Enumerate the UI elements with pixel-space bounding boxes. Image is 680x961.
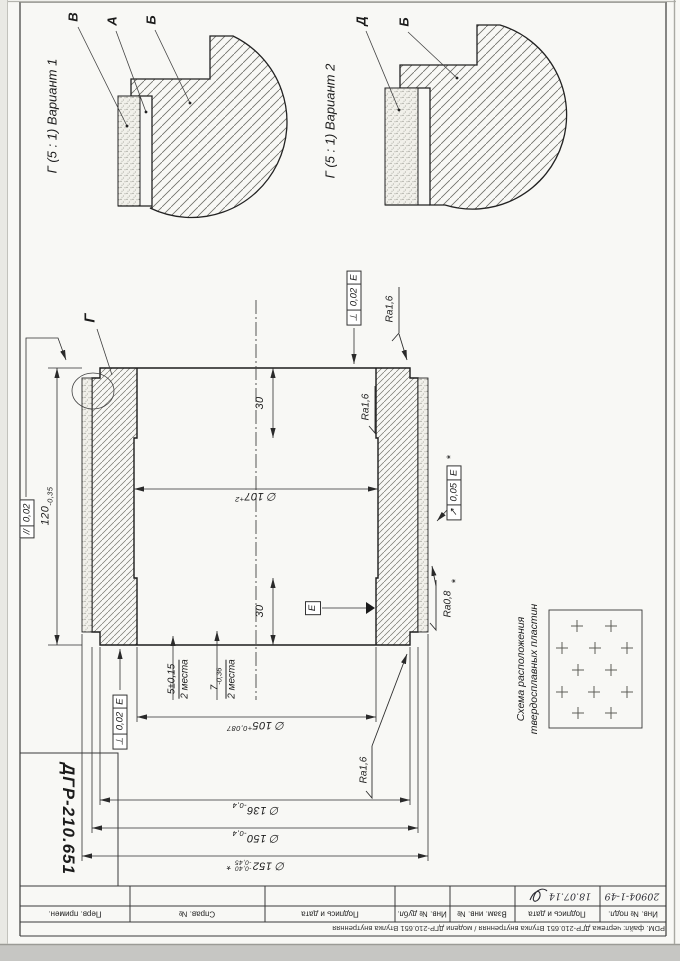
detail-view-variant2 xyxy=(366,25,567,209)
roughness-ra16-top: Ra1,6 xyxy=(384,295,396,323)
detail2-label-b: Б xyxy=(396,17,412,27)
roughness-asterisk: * xyxy=(450,578,462,584)
detail2-label-d: Д xyxy=(353,16,369,26)
date-entry: 18.07.14 xyxy=(548,890,592,902)
detail1-label-v: В xyxy=(65,12,81,22)
dim-diameter-136: ∅ $136_{-0,4}$ xyxy=(232,801,280,816)
insert-scheme xyxy=(549,610,642,728)
parallelism-icon: // xyxy=(21,525,34,537)
runout-asterisk: * xyxy=(445,454,457,460)
dim-diameter-152: ∅ 152 -0,40 -0,45 * xyxy=(226,858,286,872)
detail-callout-label: Г xyxy=(81,313,99,323)
tb-cell-perv-primen: Перв. примен. xyxy=(48,909,102,919)
dim-length-120: $120_{-0,35}$ xyxy=(39,486,55,526)
insert-scheme-caption: Схема расположения твердосплавных пластин xyxy=(515,603,540,735)
dim-30-bottom: 30 xyxy=(254,604,266,618)
tb-cell-podpis-data-1: Подпись и дата xyxy=(301,909,359,919)
detail1-label-b: Б xyxy=(143,15,159,25)
detail-view-variant1 xyxy=(78,27,287,217)
perpendicularity-frame-top: ⊥ 0,02 Е xyxy=(347,270,362,325)
tb-cell-inv-podl: Инв. № подл. xyxy=(608,909,658,919)
dim-step-7: $7_{-0,36}$ 2 места xyxy=(209,659,238,699)
pdm-file-line: PDM. файл: чертежа ДГР-210.651 Втулка внутренняя / модели ДГР-210.651 Втулка внутренняя xyxy=(332,924,665,933)
detail1-label-a: А xyxy=(104,16,120,26)
tb-cell-vzam-inv: Взам. инв. № xyxy=(457,909,507,919)
dim-30-top: 30 xyxy=(254,396,266,410)
roughness-ra16-bottom: Ra1,6 xyxy=(358,756,370,784)
tb-cell-sprav-no: Справ. № xyxy=(178,909,216,919)
roughness-ra08: Ra0,8 xyxy=(442,590,454,618)
signature-scribble xyxy=(530,889,547,901)
parallelism-frame: // 0,02 xyxy=(20,500,35,539)
roughness-ra16-bore: Ra1,6 xyxy=(360,393,372,421)
carbide-layer-right xyxy=(418,378,428,632)
dim-step-5: 5±0,15 2 места xyxy=(166,659,191,699)
insert-position-markers xyxy=(556,620,633,719)
dim-diameter-150: ∅ $150_{-0,4}$ xyxy=(232,829,280,844)
datum-flag-e: Е xyxy=(305,601,321,615)
dim-bore-107: ∅ $107^{+2}$ xyxy=(234,490,278,504)
perpendicularity-icon: ⊥ xyxy=(348,309,361,324)
perpendicularity-frame-bottom: ⊥ 0,02 Е xyxy=(113,694,128,749)
detail2-title: Г (5 : 1) Вариант 2 xyxy=(322,63,338,179)
perpendicularity-icon: ⊥ xyxy=(114,733,127,748)
datum-triangle xyxy=(366,602,375,614)
dim-bore-105: ∅ $105^{+0,087}$ xyxy=(226,719,286,733)
runout-icon: ↗ xyxy=(448,504,461,519)
detail1-title: Г (5 : 1) Вариант 1 xyxy=(44,58,60,174)
carbide-layer-left xyxy=(82,378,92,632)
inventory-number-entry: 20904-1-49 xyxy=(604,890,660,902)
runout-frame: ↗ 0,05 Е xyxy=(447,466,462,521)
designation-stamp: ДГР-210.651 xyxy=(59,762,78,876)
tb-cell-inv-dubl: Инв. № дубл. xyxy=(397,909,447,919)
tb-cell-podpis-data-2: Подпись и дата xyxy=(528,909,586,919)
